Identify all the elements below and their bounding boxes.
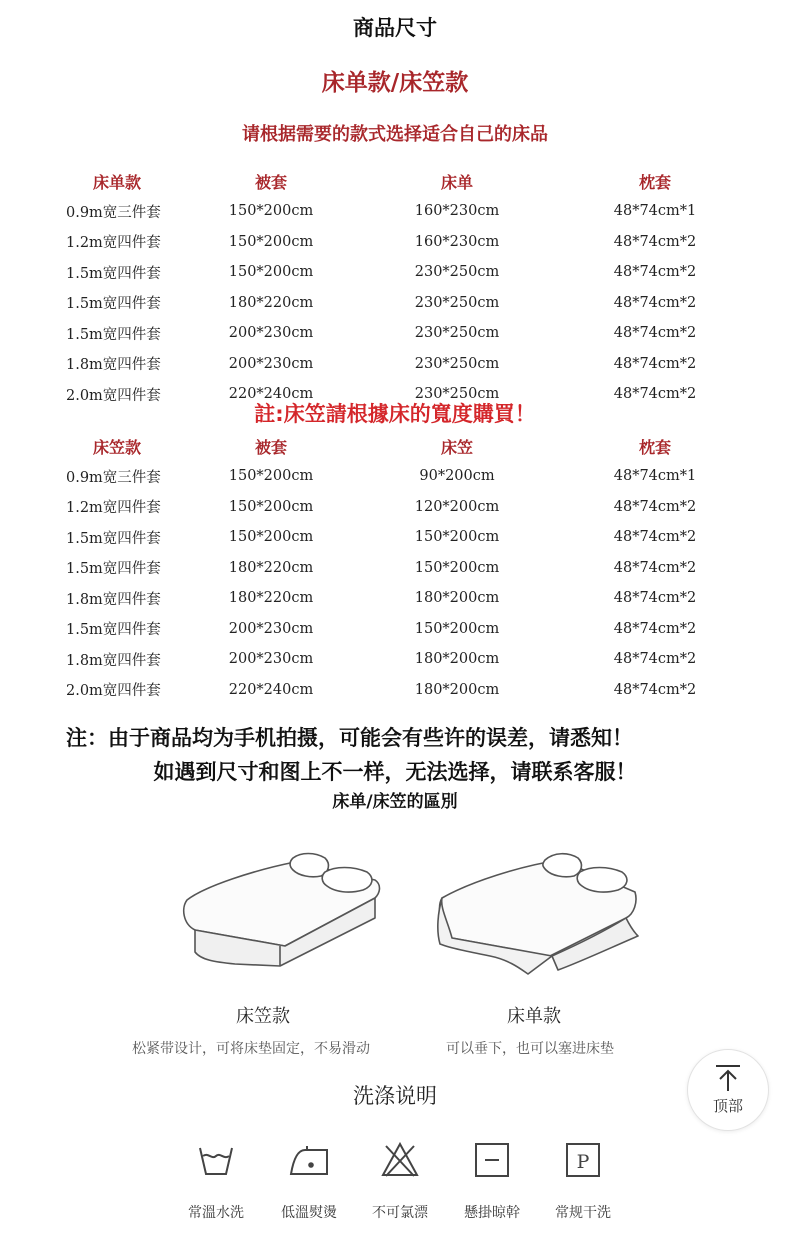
washing-item — [264, 1140, 354, 1222]
table-cell: 48*74cm*2 — [613, 590, 697, 607]
table-cell: 90*200cm — [419, 468, 495, 485]
table-cell: 0.9m宽三件套 — [66, 204, 161, 221]
no-bleach-icon — [380, 1140, 420, 1180]
table-row — [60, 614, 760, 645]
dry-clean-icon — [563, 1140, 603, 1180]
table-cell: 150*200cm — [228, 203, 314, 220]
table-cell: 200*230cm — [228, 620, 314, 637]
flat-sheet-size-table — [60, 166, 760, 410]
dry-clean-symbol: P — [576, 1151, 590, 1173]
table-cell: 1.8m宽四件套 — [66, 652, 161, 669]
column-header: 床单款 — [93, 172, 142, 192]
table-cell: 48*74cm*2 — [613, 651, 697, 668]
table-row — [60, 553, 760, 584]
table-cell: 180*200cm — [414, 651, 500, 668]
table-row — [60, 349, 760, 380]
table-cell: 1.5m宽四件套 — [66, 622, 161, 639]
table-cell: 1.8m宽四件套 — [66, 591, 161, 608]
table-row — [60, 644, 760, 675]
fitted-sheet-desc: 松紧带设计，可将床垫固定，不易滑动 — [132, 1041, 370, 1057]
page-title: 商品尺寸 — [353, 16, 437, 40]
table-row — [60, 288, 760, 319]
table-cell: 48*74cm*2 — [613, 498, 697, 515]
table-cell: 150*200cm — [228, 498, 314, 515]
table-cell: 1.5m宽四件套 — [66, 530, 161, 547]
table-cell: 160*230cm — [414, 233, 500, 250]
washing-item — [171, 1140, 261, 1222]
hang-dry-icon — [472, 1140, 512, 1180]
table-cell: 48*74cm*2 — [613, 355, 697, 372]
washing-label: 懸掛晾幹 — [464, 1205, 520, 1221]
table-row — [60, 257, 760, 288]
table-cell: 1.5m宽四件套 — [66, 561, 161, 578]
table-cell: 1.8m宽四件套 — [66, 357, 161, 374]
table-cell: 150*200cm — [228, 264, 314, 281]
table-cell: 180*200cm — [414, 590, 500, 607]
table-cell: 200*230cm — [228, 651, 314, 668]
arrow-up-icon — [713, 1063, 743, 1093]
table-cell: 180*220cm — [228, 559, 314, 576]
selection-tip: 请根据需要的款式选择适合自己的床品 — [242, 124, 548, 145]
table-cell: 150*200cm — [228, 233, 314, 250]
iron-icon — [287, 1140, 331, 1180]
table-cell: 230*250cm — [414, 355, 500, 372]
table-row — [60, 461, 760, 492]
table-cell: 180*220cm — [228, 590, 314, 607]
table-cell: 48*74cm*2 — [613, 325, 697, 342]
fitted-sheet-size-table — [60, 431, 760, 705]
table-cell: 150*200cm — [414, 559, 500, 576]
column-header: 床笠 — [440, 437, 473, 457]
table-cell: 230*250cm — [414, 264, 500, 281]
table-header-row — [60, 431, 760, 461]
contact-service-note: 如遇到尺寸和图上不一样，无法选择，请联系客服！ — [153, 760, 637, 784]
column-header: 床笠款 — [93, 437, 142, 457]
wash-tub-icon — [196, 1140, 236, 1180]
back-to-top-button[interactable] — [687, 1049, 769, 1131]
table-cell: 48*74cm*1 — [613, 203, 697, 220]
fitted-sheet-label: 床笠款 — [236, 1006, 290, 1027]
difference-title: 床单/床笠的區別 — [332, 792, 458, 812]
table-header-row — [60, 166, 760, 196]
table-row — [60, 522, 760, 553]
washing-label: 低溫熨燙 — [281, 1205, 337, 1221]
table-cell: 48*74cm*2 — [613, 294, 697, 311]
table-cell: 1.5m宽四件套 — [66, 326, 161, 343]
table-cell: 48*74cm*2 — [613, 681, 697, 698]
washing-label: 常溫水洗 — [188, 1205, 244, 1221]
table-cell: 48*74cm*1 — [613, 468, 697, 485]
washing-item — [355, 1140, 445, 1222]
column-header: 枕套 — [638, 437, 671, 457]
table-cell: 160*230cm — [414, 203, 500, 220]
table-cell: 0.9m宽三件套 — [66, 469, 161, 486]
table-cell: 150*200cm — [414, 529, 500, 546]
photo-disclaimer: 注：由于商品均为手机拍摄，可能会有些许的误差，请悉知！ — [66, 726, 633, 750]
style-subtitle: 床单款/床笠款 — [321, 70, 469, 96]
table-cell: 48*74cm*2 — [613, 620, 697, 637]
table-cell: 1.2m宽四件套 — [66, 235, 161, 252]
washing-item — [447, 1140, 537, 1222]
washing-item — [538, 1140, 628, 1222]
table-cell: 220*240cm — [228, 681, 314, 698]
table-cell: 180*220cm — [228, 294, 314, 311]
table-cell: 230*250cm — [414, 386, 500, 403]
table-row — [60, 675, 760, 706]
column-header: 被套 — [254, 437, 287, 457]
back-to-top-label: 顶部 — [712, 1097, 743, 1115]
table-cell: 1.5m宽四件套 — [66, 296, 161, 313]
column-header: 被套 — [254, 172, 287, 192]
table-cell: 150*200cm — [414, 620, 500, 637]
table-cell: 150*200cm — [228, 468, 314, 485]
table-cell: 48*74cm*2 — [613, 529, 697, 546]
table-row — [60, 318, 760, 349]
table-cell: 48*74cm*2 — [613, 386, 697, 403]
fitted-sheet-bed-illustration — [175, 848, 395, 973]
table-cell: 230*250cm — [414, 294, 500, 311]
table-cell: 230*250cm — [414, 325, 500, 342]
table-row — [60, 227, 760, 258]
table-cell: 200*230cm — [228, 325, 314, 342]
column-header: 床单 — [440, 172, 473, 192]
table-cell: 150*200cm — [228, 529, 314, 546]
table-row — [60, 196, 760, 227]
table-cell: 1.2m宽四件套 — [66, 500, 161, 517]
flat-sheet-label: 床单款 — [507, 1006, 561, 1027]
table-cell: 2.0m宽四件套 — [66, 683, 161, 700]
table-cell: 120*200cm — [414, 498, 500, 515]
table-row — [60, 492, 760, 523]
table-cell: 48*74cm*2 — [613, 264, 697, 281]
table-cell: 2.0m宽四件套 — [66, 387, 161, 404]
washing-label: 常规干洗 — [555, 1205, 611, 1221]
table-cell: 180*200cm — [414, 681, 500, 698]
column-header: 枕套 — [638, 172, 671, 192]
washing-label: 不可氯漂 — [372, 1205, 428, 1221]
fitted-sheet-note: 註:床笠請根據床的寬度購買！ — [254, 402, 536, 426]
table-cell: 48*74cm*2 — [613, 233, 697, 250]
flat-sheet-desc: 可以垂下，也可以塞进床垫 — [446, 1041, 614, 1057]
table-cell: 48*74cm*2 — [613, 559, 697, 576]
flat-sheet-bed-illustration — [430, 852, 645, 977]
table-row — [60, 583, 760, 614]
washing-title: 洗涤说明 — [353, 1084, 437, 1108]
table-cell: 220*240cm — [228, 386, 314, 403]
table-cell: 1.5m宽四件套 — [66, 265, 161, 282]
table-cell: 200*230cm — [228, 355, 314, 372]
